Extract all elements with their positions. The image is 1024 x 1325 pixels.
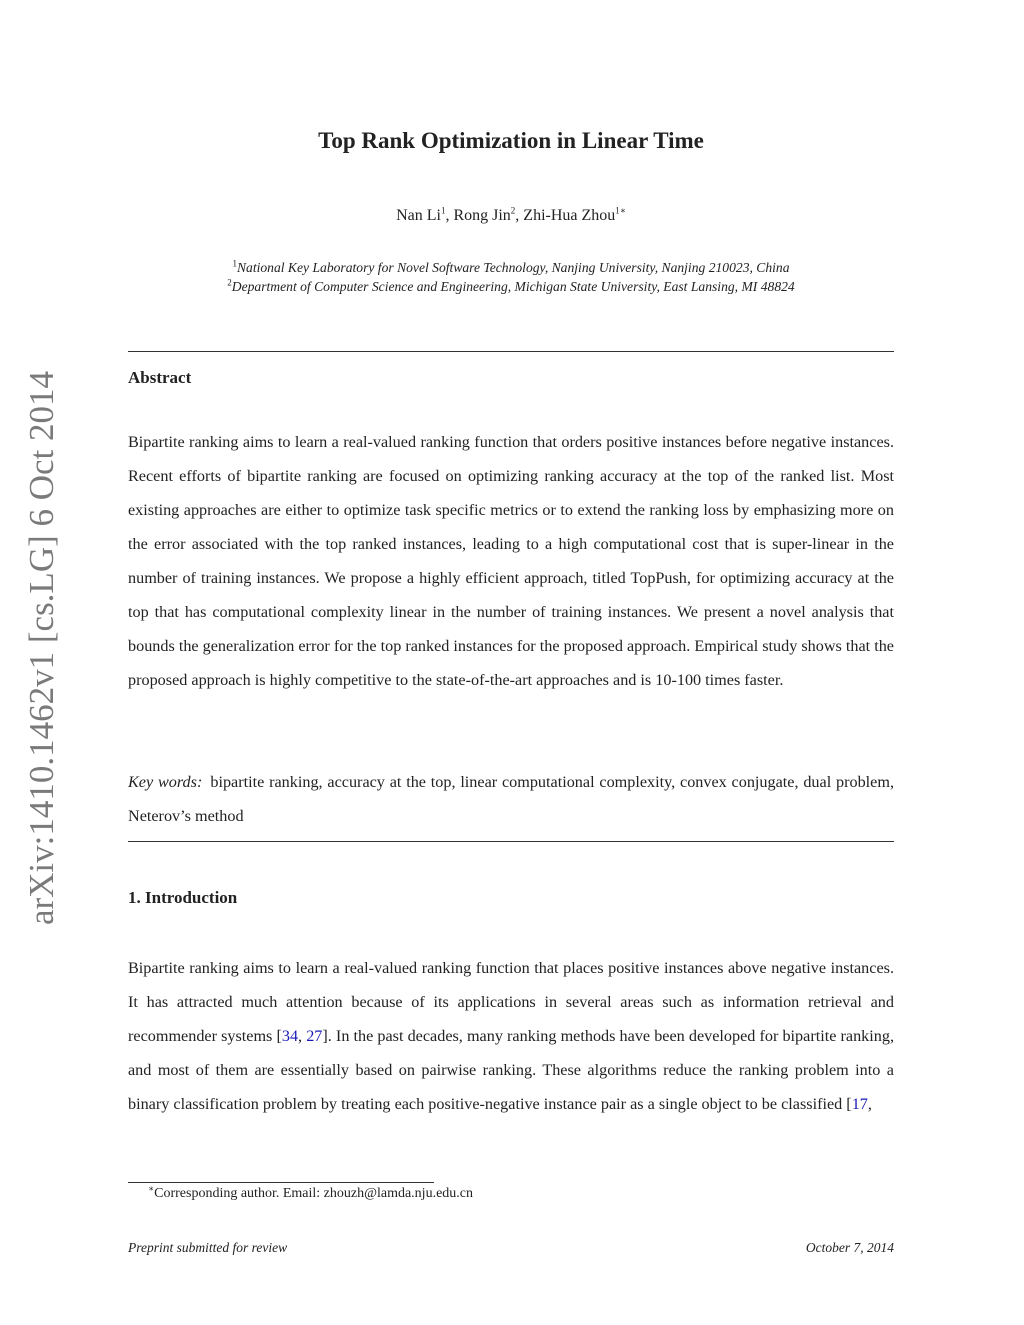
citation-link[interactable]: 17 — [851, 1095, 868, 1113]
author-list: Nan Li$^1$, Rong Jin$^2$, Zhi-Hua Zhou$^{1∗}$ — [396, 205, 626, 224]
intro-text: ]. In the past decades, many ranking methods have been developed for bipartite ranking, and most of them are essentially based on pairwise ranking. These algorithms reduce the ranking problem into a binary classification problem by treating each positive-negative instance pair as a single object to be classified [ — [128, 1027, 895, 1113]
intro-text: , — [867, 1095, 872, 1113]
affiliation-text: Department of Computer Science and Engineering, Michigan State University, East Lansing, MI 48824 — [231, 279, 795, 294]
citation-link[interactable]: 27 — [306, 1027, 323, 1045]
author-name: Zhi-Hua Zhou — [523, 207, 616, 224]
keywords-label: Key words: — [128, 773, 203, 791]
author-name: Nan Li — [396, 207, 441, 224]
keywords-text: bipartite ranking, accuracy at the top, linear computational complexity, convex conjugate, dual problem, Neterov’s method — [128, 773, 894, 825]
abstract-heading: Abstract — [128, 368, 192, 387]
author-sup: 1 — [440, 205, 446, 216]
author-name: Rong Jin — [453, 207, 511, 224]
footer-date: October 7, 2014 — [805, 1240, 894, 1255]
affiliation — [128, 277, 894, 296]
footnote-mark: ∗ — [148, 1183, 155, 1194]
affiliation-list — [128, 258, 894, 296]
cite-separator: , — [298, 1027, 307, 1045]
arxiv-watermark: arXiv:1410.1462v1 [cs.LG] 6 Oct 2014 — [22, 370, 61, 926]
affiliation-sup: 1 — [232, 258, 237, 269]
abstract-top-rule — [128, 351, 894, 352]
footer-preprint-note: Preprint submitted for review — [128, 1240, 288, 1255]
keywords — [128, 765, 894, 833]
author-sup: 2 — [510, 205, 516, 216]
section-heading-introduction: 1. Introduction — [128, 888, 238, 907]
citation-link[interactable]: 34 — [281, 1027, 299, 1045]
affiliation-sup: 2 — [227, 277, 232, 288]
affiliation-text: National Key Laboratory for Novel Software Technology, Nanjing University, Nanjing 210023, China — [236, 260, 790, 275]
footnote-rule — [128, 1182, 434, 1183]
paper-title: Top Rank Optimization in Linear Time — [318, 128, 704, 153]
author-sup: 1∗ — [615, 205, 626, 216]
footnote-text: Corresponding author. Email: zhouzh@lamda.nju.edu.cn — [154, 1186, 474, 1201]
introduction-body — [128, 951, 894, 1121]
abstract-bottom-rule — [128, 841, 894, 842]
abstract-body: Bipartite ranking aims to learn a real-valued ranking function that orders positive instances before negative instances. Recent efforts of bipartite ranking are focused on optimizing ranking accuracy at the top of the ranked list. Most existing approaches are either to optimize task specific metrics or to extend the ranking loss by emphasizing more on the error associated with the top ranked instances, leading to a high computational cost that is super-linear in the number of training instances. We propose a highly efficient approach, titled TopPush, for optimizing accuracy at the top that has computational complexity linear in the number of training instances. We present a novel analysis that bounds the generalization error for the top ranked instances for the proposed approach. Empirical study shows that the proposed approach is highly competitive to the state-of-the-art approaches and is 10-100 times faster. — [128, 433, 894, 689]
intro-text: Bipartite ranking aims to learn a real-valued ranking function that places positive instances above negative instances. It has attracted much attention because of its applications in several areas such as information retrieval and recommender systems [ — [128, 959, 894, 1045]
footnote — [148, 1183, 474, 1202]
affiliation — [128, 258, 894, 277]
